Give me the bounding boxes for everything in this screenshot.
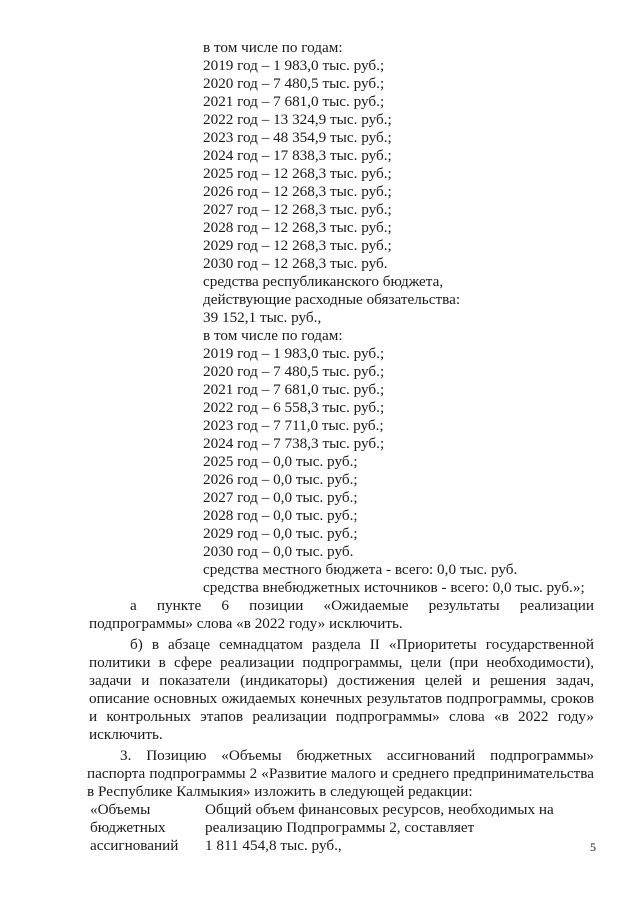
list-line: 2021 год – 7 681,0 тыс. руб.; — [203, 381, 385, 398]
list-line: 2020 год – 7 480,5 тыс. руб.; — [203, 75, 385, 92]
paragraph-line: 3. Позицию «Объемы бюджетных ассигнований подпрограммы» — [120, 747, 594, 764]
list-line: 2023 год – 48 354,9 тыс. руб.; — [203, 129, 392, 146]
paragraph-line: подпрограммы» слова «в 2022 году» исключить. — [89, 615, 403, 632]
list-line: 2022 год – 13 324,9 тыс. руб.; — [203, 111, 392, 128]
list-line: в том числе по годам: — [203, 327, 343, 344]
list-line: 2027 год – 0,0 тыс. руб.; — [203, 489, 358, 506]
list-line: 2025 год – 12 268,3 тыс. руб.; — [203, 165, 392, 182]
list-line: 2024 год – 7 738,3 тыс. руб.; — [203, 435, 385, 452]
list-line: 2023 год – 7 711,0 тыс. руб.; — [203, 417, 384, 434]
list-line: 2029 год – 12 268,3 тыс. руб.; — [203, 237, 392, 254]
list-line: средства внебюджетных источников - всего: 0,0 тыс. руб.»; — [203, 579, 585, 596]
paragraph-line: в Республике Калмыкия» изложить в следующей редакции: — [87, 783, 473, 800]
list-line: 39 152,1 тыс. руб., — [203, 309, 322, 326]
paragraph-line: задачи и показатели (индикаторы) достижения целей и решения задач, — [89, 672, 594, 689]
list-line: 2028 год – 12 268,3 тыс. руб.; — [203, 219, 392, 236]
list-line: 2019 год – 1 983,0 тыс. руб.; — [203, 345, 385, 362]
table-left-cell: бюджетных — [90, 819, 166, 836]
list-line: в том числе по годам: — [203, 39, 343, 56]
list-line: 2024 год – 17 838,3 тыс. руб.; — [203, 147, 392, 164]
list-line: 2026 год – 0,0 тыс. руб.; — [203, 471, 358, 488]
paragraph-line: б) в абзаце семнадцатом раздела II «Приоритеты государственной — [130, 636, 594, 653]
table-right-cell: Общий объем финансовых ресурсов, необходимых на — [205, 801, 554, 818]
paragraph-line: паспорта подпрограммы 2 «Развитие малого и среднего предпринимательства — [87, 765, 594, 782]
list-line: 2030 год – 12 268,3 тыс. руб. — [203, 255, 388, 272]
list-line: 2021 год – 7 681,0 тыс. руб.; — [203, 93, 385, 110]
list-line: 2020 год – 7 480,5 тыс. руб.; — [203, 363, 385, 380]
table-right-cell: реализацию Подпрограммы 2, составляет — [205, 819, 475, 836]
paragraph-line: описание основных ожидаемых конечных результатов подпрограммы, сроков — [89, 690, 594, 707]
paragraph-line: политики в сфере реализации подпрограммы, цели (при необходимости), — [89, 654, 594, 671]
list-line: 2028 год – 0,0 тыс. руб.; — [203, 507, 358, 524]
page-number: 5 — [590, 840, 596, 854]
table-left-cell: «Объемы — [90, 801, 151, 818]
list-line: 2029 год – 0,0 тыс. руб.; — [203, 525, 358, 542]
table-right-cell: 1 811 454,8 тыс. руб., — [205, 837, 342, 854]
paragraph-line: и контрольных этапов реализации подпрограммы» слова «в 2022 году» — [89, 708, 594, 725]
paragraph-line: исключить. — [89, 726, 163, 743]
list-line: 2019 год – 1 983,0 тыс. руб.; — [203, 57, 385, 74]
table-left-cell: ассигнований — [90, 837, 179, 854]
list-line: 2027 год – 12 268,3 тыс. руб.; — [203, 201, 392, 218]
list-line: 2022 год – 6 558,3 тыс. руб.; — [203, 399, 385, 416]
list-line: 2026 год – 12 268,3 тыс. руб.; — [203, 183, 392, 200]
list-line: действующие расходные обязательства: — [203, 291, 461, 308]
list-line: средства республиканского бюджета, — [203, 273, 444, 290]
list-line: 2030 год – 0,0 тыс. руб. — [203, 543, 354, 560]
list-line: 2025 год – 0,0 тыс. руб.; — [203, 453, 358, 470]
paragraph-line: а пункте 6 позиции «Ожидаемые результаты реализации — [130, 597, 594, 614]
list-line: средства местного бюджета - всего: 0,0 тыс. руб. — [203, 561, 518, 578]
